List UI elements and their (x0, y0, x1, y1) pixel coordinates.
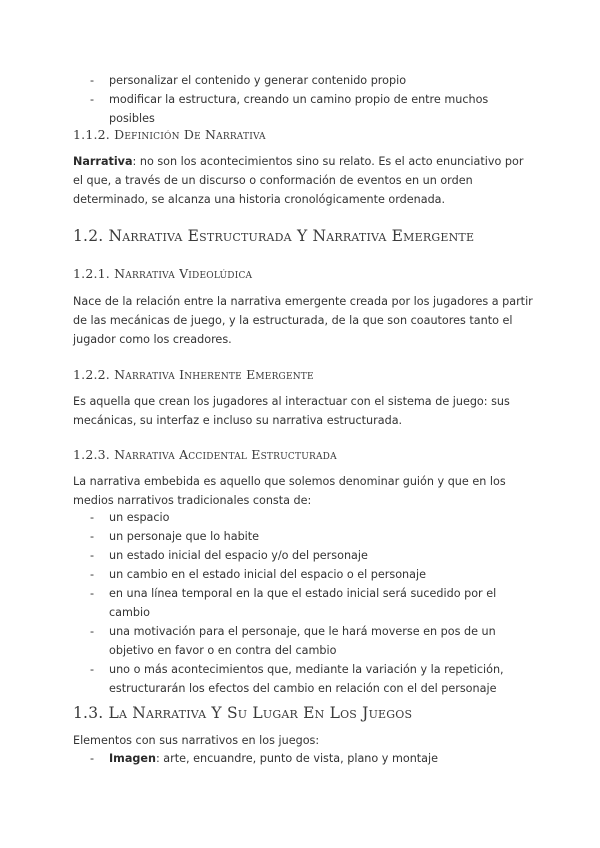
heading-1-1-2: 1.1.2. Definición De Narrativa (73, 127, 266, 142)
list-item-text: en una línea temporal en la que el estado inicial será sucedido por el cambio (109, 587, 497, 619)
heading-1-3: 1.3. La Narrativa Y Su Lugar En Los Juegos (73, 704, 413, 722)
paragraph-1-3: Elementos con sus narrativos en los juegos: (73, 734, 320, 747)
list-item-text: una motivación para el personaje, que le hará moverse en pos de un objetivo en favor o en contra del cambio (109, 625, 496, 657)
paragraph-1-2-3: La narrativa embebida es aquello que solemos denominar guión y que en los medios narrativos tradicionales consta de: (73, 475, 506, 507)
list-dash: - (90, 625, 95, 638)
paragraph-1-2-2: Es aquella que crean los jugadores al interactuar con el sistema de juego: sus mecánicas, su interfaz e incluso su narrativa estructurada. (73, 395, 510, 427)
list-dash: - (90, 549, 95, 562)
list-item (73, 749, 533, 768)
paragraph-1-2-1: Nace de la relación entre la narrativa emergente creada por los jugadores a partir de las mecánicas de juego, y la estructurada, de la que son coautores tanto el jugador como los creadores. (73, 295, 533, 346)
list-item-text: personalizar el contenido y generar contenido propio (109, 74, 407, 87)
heading-1-2-1: 1.2.1. Narrativa Videolúdica (73, 266, 253, 281)
list-item (73, 508, 533, 527)
heading-1-2-2: 1.2.2. Narrativa Inherente Emergente (73, 367, 314, 382)
list-dash: - (90, 587, 95, 600)
list-dash: - (90, 74, 95, 87)
story-elements-list (73, 508, 533, 698)
list-item (73, 546, 533, 565)
intro-list (73, 71, 533, 128)
heading-1-2: 1.2. Narrativa Estructurada Y Narrativa Emergente (73, 227, 475, 245)
list-dash: - (90, 663, 95, 676)
game-elements-list (73, 749, 533, 768)
list-item (73, 565, 533, 584)
list-item-text: uno o más acontecimientos que, mediante la variación y la repetición, estructurarán los efectos del cambio en relación con el del personaje (109, 663, 504, 695)
list-item-text: un personaje que lo habite (109, 530, 260, 543)
list-dash: - (90, 93, 95, 106)
list-item-text: un cambio en el estado inicial del espacio o el personaje (109, 568, 426, 581)
list-item-text: : arte, encuandre, punto de vista, plano y montaje (155, 752, 439, 765)
list-item-text: un espacio (109, 511, 170, 524)
list-item (73, 90, 533, 128)
list-item-term: Imagen (109, 752, 156, 765)
list-item (73, 660, 533, 698)
list-dash: - (90, 752, 95, 765)
list-item-text: modificar la estructura, creando un camino propio de entre muchos posibles (109, 93, 489, 125)
list-dash: - (90, 530, 95, 543)
definition-paragraph (73, 152, 533, 209)
list-dash: - (90, 568, 95, 581)
heading-1-2-3: 1.2.3. Narrativa Accidental Estructurada (73, 447, 337, 462)
list-item (73, 71, 533, 90)
definition-text: : no son los acontecimientos sino su relato. Es el acto enunciativo por el que, a través de un discurso o conformación de eventos en un orden determinado, se alcanza una historia cronológicamente ordenada. (73, 155, 524, 206)
list-dash: - (90, 511, 95, 524)
list-item (73, 527, 533, 546)
definition-term: Narrativa (73, 155, 133, 168)
list-item (73, 622, 533, 660)
list-item (73, 584, 533, 622)
list-item-text: un estado inicial del espacio y/o del personaje (109, 549, 368, 562)
